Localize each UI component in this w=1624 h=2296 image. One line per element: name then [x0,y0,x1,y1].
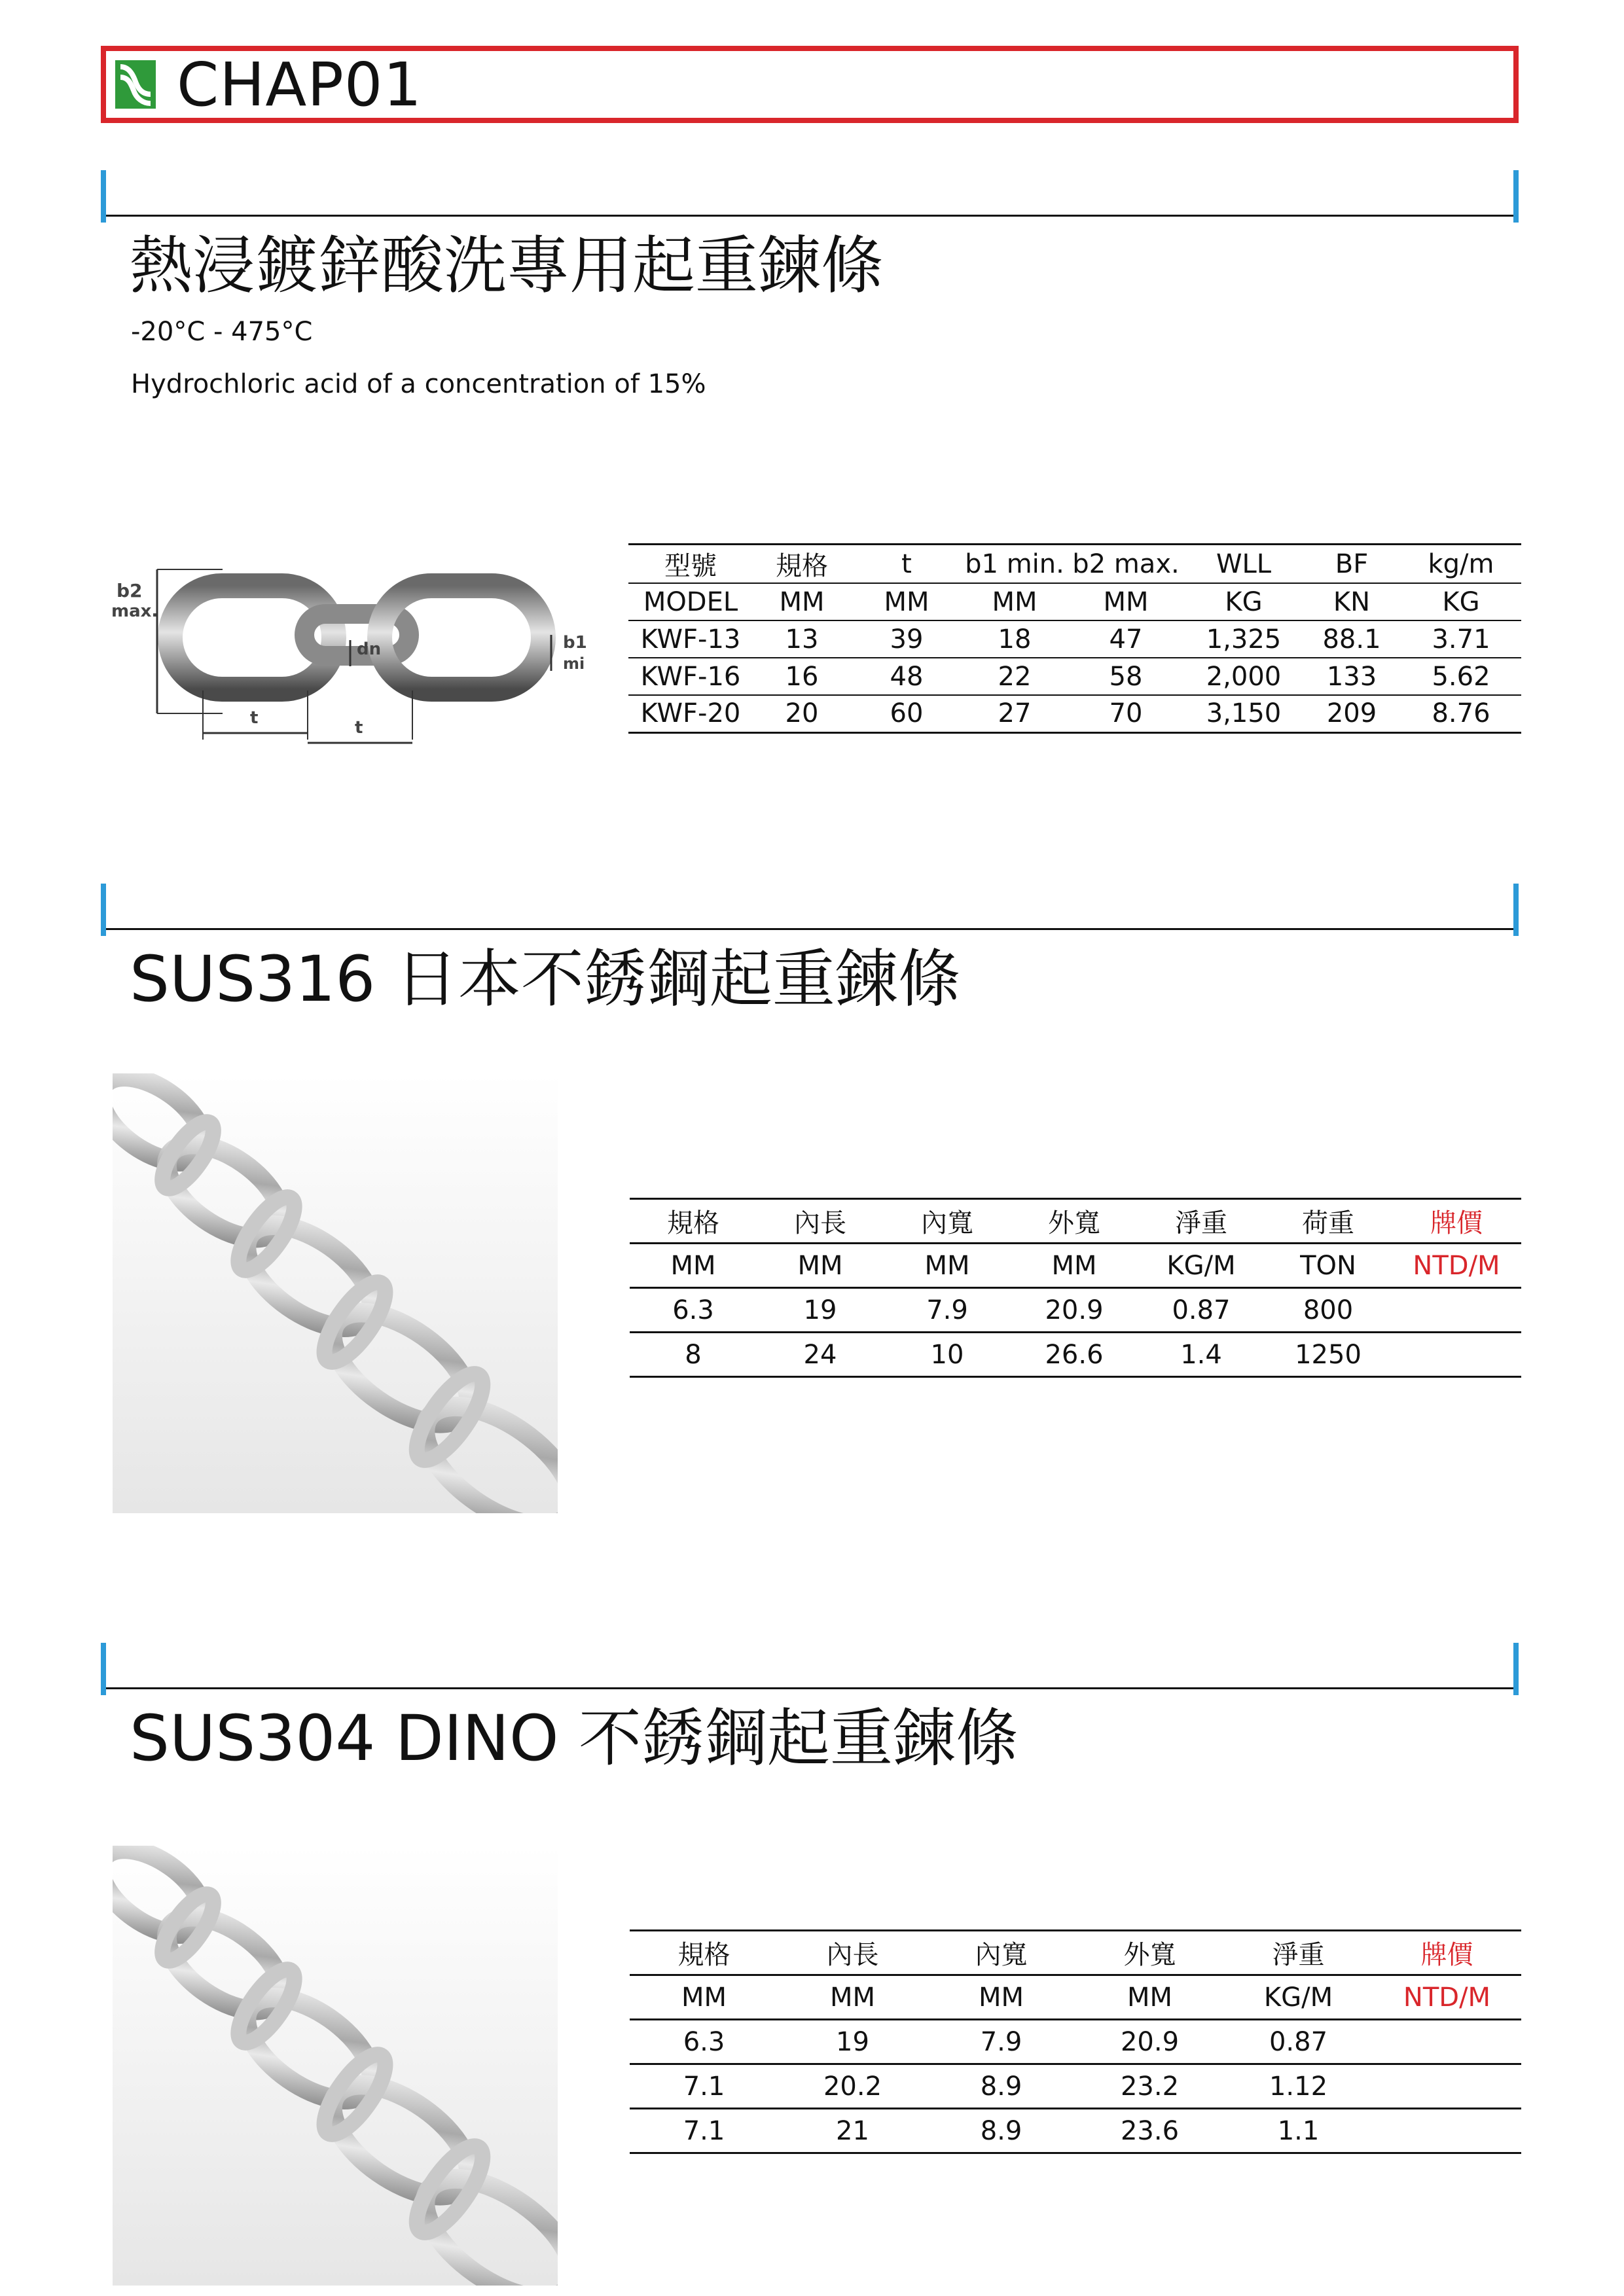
table-cell: 5.62 [1401,658,1521,695]
label-max: max. [111,601,158,621]
chain-dimension-diagram [105,524,602,759]
table-cell: 1,325 [1185,620,1303,658]
table-header-cell: 規格 [630,1199,757,1244]
temperature-range: -20°C - 475°C [131,317,313,347]
table-cell: 7.1 [630,2064,778,2109]
hot-dip-spec-table [628,543,1521,734]
table-cell: 20 [753,695,851,732]
label-dn: dn [357,639,382,659]
table-cell: 23.6 [1075,2109,1224,2153]
table-header-cell: kg/m [1401,545,1521,584]
table-header-row [630,1931,1521,1975]
chain-logo-icon [115,60,156,109]
table-cell [1392,1288,1521,1333]
table-header-cell: KG/M [1138,1244,1265,1288]
table-units-row [628,583,1521,620]
table-cell: 8.76 [1401,695,1521,732]
table-header-cell: 牌價 [1392,1199,1521,1244]
section-bar-right [1513,1643,1519,1695]
table-cell: 20.2 [778,2064,927,2109]
table-header-cell: 荷重 [1265,1199,1392,1244]
section-bar-left [101,884,106,936]
table-cell: 22 [962,658,1067,695]
table-cell: 47 [1067,620,1185,658]
table-header-cell: 內寬 [884,1199,1011,1244]
section-bar-right [1513,170,1519,223]
chapter-title: CHAP01 [177,50,422,120]
table-header-cell: KG/M [1224,1975,1373,2020]
table-units-row [630,1975,1521,2020]
table-header-cell: 淨重 [1224,1931,1373,1975]
table-cell: 7.9 [884,1288,1011,1333]
table-cell [1373,2109,1521,2153]
table-cell: 20.9 [1075,2020,1224,2064]
table-header-cell: TON [1265,1244,1392,1288]
table-cell: 800 [1265,1288,1392,1333]
table-header-cell: MM [851,583,962,620]
table-header-cell: b2 max. [1067,545,1185,584]
table-header-cell: NTD/M [1373,1975,1521,2020]
table-header-cell: WLL [1185,545,1303,584]
table-row [628,658,1521,695]
table-header-cell: b1 min. [962,545,1067,584]
table-header-cell: MODEL [628,583,753,620]
table-cell: KWF-13 [628,620,753,658]
table-header-row [630,1199,1521,1244]
table-cell: 209 [1303,695,1401,732]
table-cell [1392,1333,1521,1377]
table-header-cell: 型號 [628,545,753,584]
table-cell: 7.1 [630,2109,778,2153]
table-cell: 23.2 [1075,2064,1224,2109]
table-cell: 2,000 [1185,658,1303,695]
table-cell: 70 [1067,695,1185,732]
table-cell: 0.87 [1224,2020,1373,2064]
label-b1: b1 [563,633,587,653]
label-min: mi [563,655,585,673]
table-cell: 16 [753,658,851,695]
table-cell: 8.9 [927,2109,1075,2153]
stainless-chain-photo [113,1846,558,2286]
table-units-row [630,1244,1521,1288]
table-header-cell: 規格 [753,545,851,584]
section-bar-left [101,170,106,223]
table-header-cell: MM [1075,1975,1224,2020]
table-row [630,1333,1521,1377]
table-header-cell: 外寬 [1075,1931,1224,1975]
table-cell: 6.3 [630,2020,778,2064]
section-title: 熱浸鍍鋅酸洗專用起重鍊條 [130,229,884,302]
table-header-cell: MM [962,583,1067,620]
table-header-cell: MM [753,583,851,620]
label-b2: b2 [117,580,143,601]
label-t1: t [250,708,259,728]
table-row [630,2109,1521,2153]
table-cell: 26.6 [1011,1333,1138,1377]
table-cell: 20.9 [1011,1288,1138,1333]
table-header-cell: MM [927,1975,1075,2020]
table-cell: 24 [757,1333,884,1377]
table-header-cell: KN [1303,583,1401,620]
section-hot-dip-chain [101,170,1519,432]
table-cell: 48 [851,658,962,695]
stainless-chain-photo [113,1073,558,1513]
table-cell: 1.1 [1224,2109,1373,2153]
table-cell [1373,2064,1521,2109]
table-header-cell: 牌價 [1373,1931,1521,1975]
table-cell: 18 [962,620,1067,658]
table-row [628,620,1521,658]
section-sus304-chain [101,1643,1519,1787]
table-header-cell: BF [1303,545,1401,584]
table-header-cell: KG [1185,583,1303,620]
table-cell: 3,150 [1185,695,1303,732]
table-cell: KWF-16 [628,658,753,695]
table-header-cell: MM [1067,583,1185,620]
table-cell: 39 [851,620,962,658]
table-header-cell: KG [1401,583,1521,620]
table-cell [1373,2020,1521,2064]
table-cell: 19 [778,2020,927,2064]
table-cell: 7.9 [927,2020,1075,2064]
acid-note: Hydrochloric acid of a concentration of 15% [131,369,706,399]
table-header-cell: MM [884,1244,1011,1288]
table-cell: 88.1 [1303,620,1401,658]
table-cell: 133 [1303,658,1401,695]
table-row [628,695,1521,732]
table-cell: 3.71 [1401,620,1521,658]
table-cell: 19 [757,1288,884,1333]
table-header-cell: MM [630,1975,778,2020]
section-title: SUS304 DINO 不銹鋼起重鍊條 [130,1702,1019,1775]
sus316-spec-table [630,1198,1521,1378]
table-header-cell: t [851,545,962,584]
table-cell: 1.4 [1138,1333,1265,1377]
table-cell: 13 [753,620,851,658]
table-header-cell: MM [1011,1244,1138,1288]
table-header-row [628,545,1521,584]
table-cell: 10 [884,1333,1011,1377]
table-cell: KWF-20 [628,695,753,732]
sus304-spec-table [630,1929,1521,2154]
section-bar-right [1513,884,1519,936]
table-header-cell: MM [757,1244,884,1288]
section-rule [106,928,1513,930]
table-cell: 1250 [1265,1333,1392,1377]
table-cell: 58 [1067,658,1185,695]
table-row [630,2064,1521,2109]
table-header-cell: 外寬 [1011,1199,1138,1244]
table-cell: 0.87 [1138,1288,1265,1333]
table-header-cell: 內寬 [927,1931,1075,1975]
table-row [630,2020,1521,2064]
table-cell: 1.12 [1224,2064,1373,2109]
chapter-banner [101,46,1519,123]
table-cell: 21 [778,2109,927,2153]
label-t2: t [355,718,363,738]
table-header-cell: 規格 [630,1931,778,1975]
section-title: SUS316 日本不銹鋼起重鍊條 [130,942,961,1016]
table-header-cell: MM [778,1975,927,2020]
section-bar-left [101,1643,106,1695]
table-cell: 8 [630,1333,757,1377]
table-cell: 27 [962,695,1067,732]
section-sus316-chain [101,884,1519,1028]
table-cell: 6.3 [630,1288,757,1333]
table-cell: 8.9 [927,2064,1075,2109]
table-header-cell: 內長 [757,1199,884,1244]
table-header-cell: 內長 [778,1931,927,1975]
table-header-cell: 淨重 [1138,1199,1265,1244]
section-rule [106,215,1513,217]
table-cell: 60 [851,695,962,732]
table-header-cell: NTD/M [1392,1244,1521,1288]
section-rule [106,1687,1513,1689]
table-row [630,1288,1521,1333]
table-header-cell: MM [630,1244,757,1288]
